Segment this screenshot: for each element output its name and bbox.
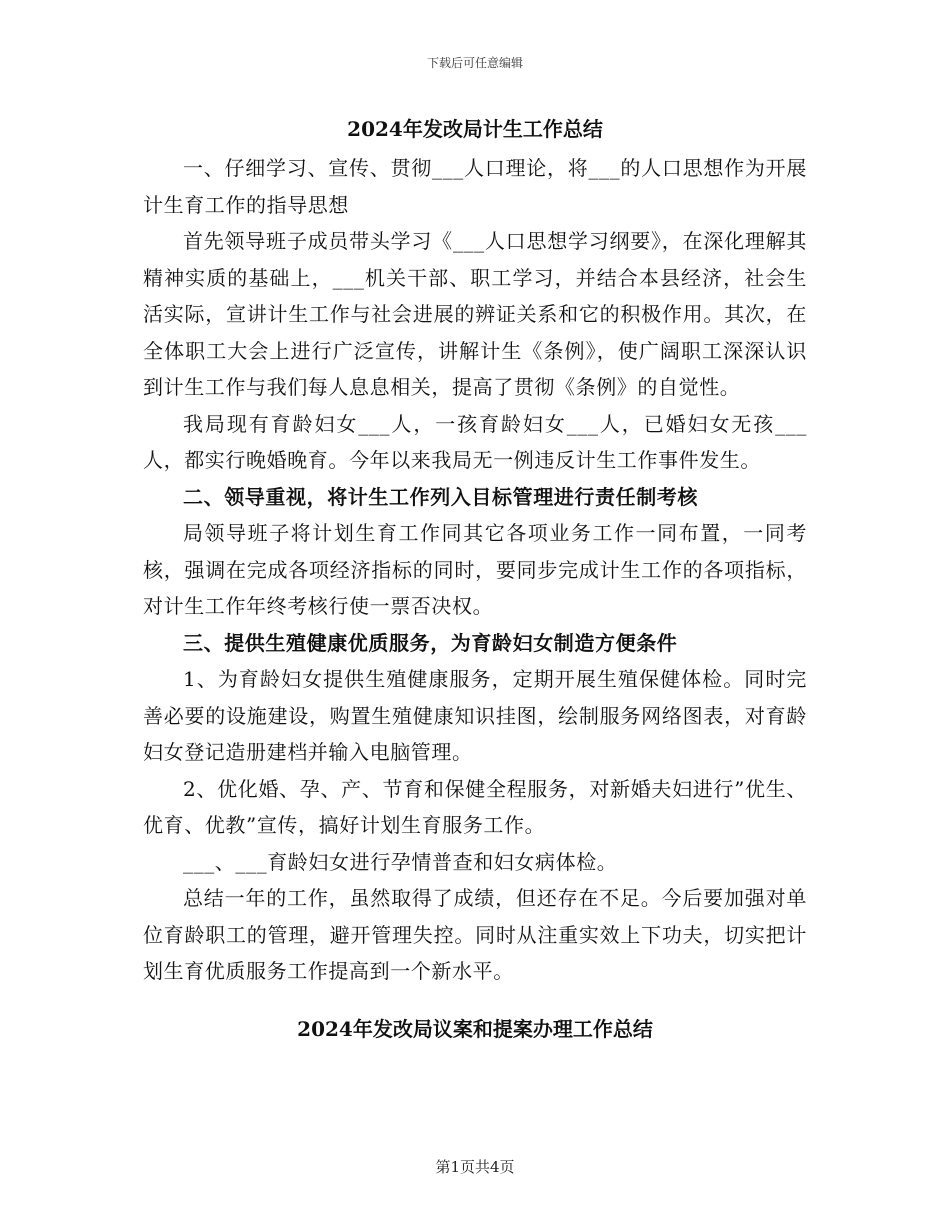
section-heading-2: 二、领导重视，将计生工作列入目标管理进行责任制考核	[183, 484, 698, 509]
page-footer: 第1页共4页	[435, 1158, 515, 1176]
document-body	[143, 112, 807, 1050]
second-document-title: 2024年发改局议案和提案办理工作总结	[297, 1016, 653, 1041]
section-heading-3: 三、提供生殖健康优质服务，为育龄妇女制造方便条件	[183, 630, 678, 655]
header-note: 下载后可任意编辑	[426, 56, 523, 70]
paragraph-statistics: 我局现有育龄妇女___人，一孩育龄妇女___人，已婚妇女无孩___人，都实行晚婚晚育。今年以来我局无一例违反计生工作事件发生。	[143, 411, 807, 472]
paragraph-section-1: 一、仔细学习、宣传、贯彻___人口理论，将___的人口思想作为开展计生育工作的指导思想	[143, 156, 807, 217]
paragraph-summary: 总结一年的工作，虽然取得了成绩，但还存在不足。今后要加强对单位育龄职工的管理，避开管理失控。同时从注重实效上下功夫，切实把计划生育优质服务工作提高到一个新水平。	[143, 886, 807, 983]
paragraph-item-3: ___、___育龄妇女进行孕情普查和妇女病体检。	[183, 849, 618, 874]
paragraph-item-2: 2、优化婚、孕、产、节育和保健全程服务，对新婚夫妇进行”优生、优育、优教”宣传，搞好计划生育服务工作。	[143, 776, 807, 837]
paragraph-leadership: 局领导班子将计划生育工作同其它各项业务工作一同布置，一同考核，强调在完成各项经济指标的同时，要同步完成计生工作的各项指标，对计生工作年终考核行使一票否决权。	[143, 521, 807, 618]
paragraph-study: 首先领导班子成员带头学习《___人口思想学习纲要》，在深化理解其精神实质的基础上，___机关干部、职工学习，并结合本县经济，社会生活实际，宣讲计生工作与社会进展的辨证关系和它的积极作用。其次，在全体职工大会上进行广泛宣传，讲解计生《条例》，使广阔职工深深认识到计生工作与我们每人息息相关，提高了贯彻《条例》的自觉性。	[143, 229, 807, 399]
paragraph-item-1: 1、为育龄妇女提供生殖健康服务，定期开展生殖保健体检。同时完善必要的设施建设，购置生殖健康知识挂图，绘制服务网络图表，对育龄妇女登记造册建档并输入电脑管理。	[143, 667, 807, 764]
document-title: 2024年发改局计生工作总结	[347, 117, 603, 141]
